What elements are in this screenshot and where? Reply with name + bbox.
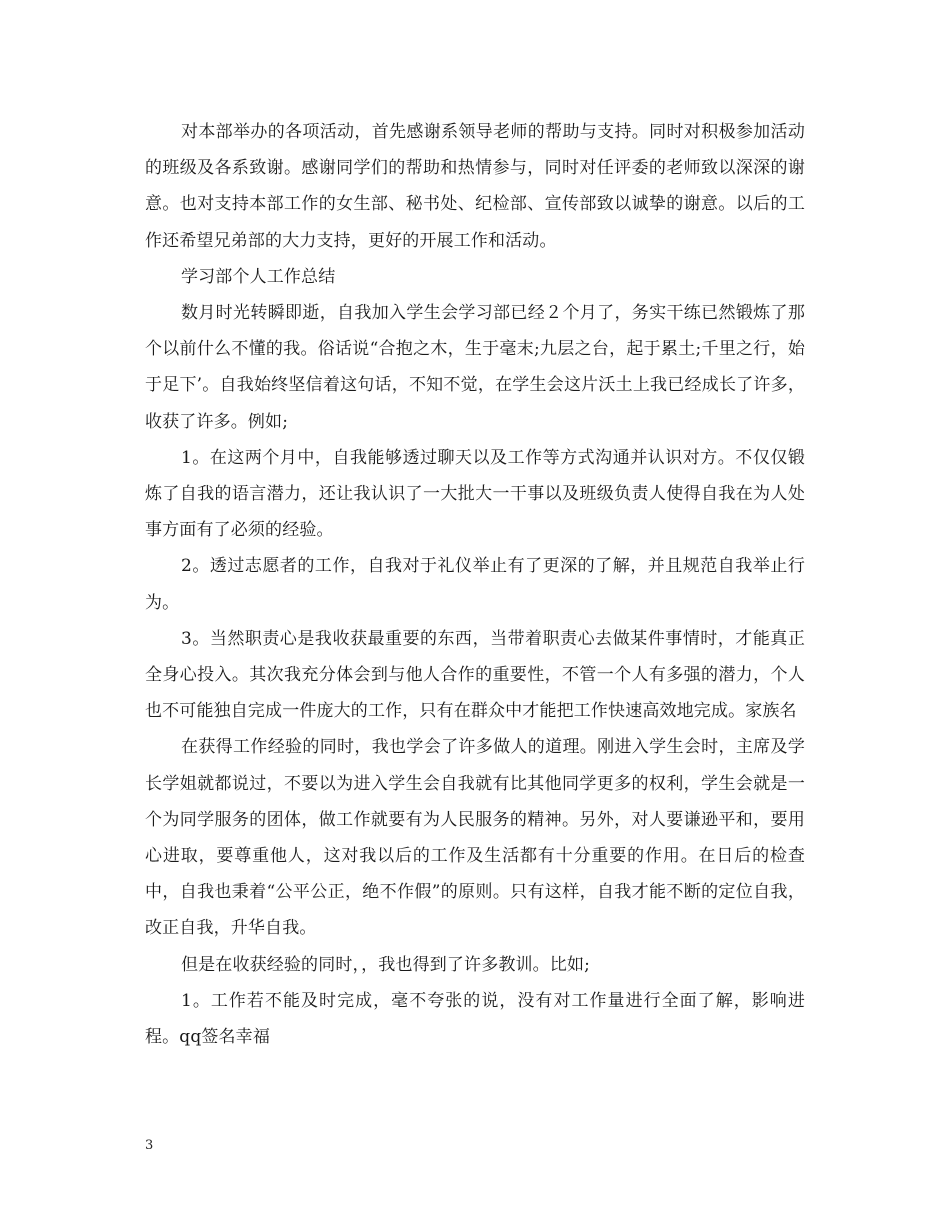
paragraph-intro: 数月时光转瞬即逝，自我加入学生会学习部已经２个月了，务实干练已然锻炼了那个以前什么不懂的我。俗话说“合抱之木，生于毫末;九层之台，起于累土;千里之行，始于足下’。自我始终坚信着这句话，不知不觉，在学生会这片沃土上我已经成长了许多，收获了许多。例如; — [145, 303, 805, 432]
paragraph-item-3: 3。当然职责心是我收获最重要的东西，当带着职责心去做某件事情时，才能真正全身心投入。其次我充分体会到与他人合作的重要性，不管一个人有多强的潜力，个人也不可能独自完成一件庞大的工作，只有在群众中才能把工作快速高效地完成。家族名 — [145, 628, 805, 722]
paragraph-lessons: 但是在收获经验的同时，，我也得到了许多教训。比如; — [181, 954, 590, 975]
paragraph-experience: 在获得工作经验的同时，我也学会了许多做人的道理。刚进入学生会时，主席及学长学姐就都说过，不要以为进入学生会自我就有比其他同学更多的权利，学生会就是一个为同学服务的团体，做工作就要有为人民服务的精神。另外，对人要谦逊平和，要用心进取，要尊重他人，这对我以后的工作及生活都有十分重要的作用。在日后的检查中，自我也秉着“公平公正，绝不作假”的原则。只有这样，自我才能不断的定位自我，改正自我，升华自我。 — [145, 737, 805, 939]
document-body — [145, 114, 805, 1055]
paragraph-item-1: 1。在这两个月中，自我能够透过聊天以及工作等方式沟通并认识对方。不仅仅锻炼了自我的语言潜力，还让我认识了一大批大一干事以及班级负责人使得自我在为人处事方面有了必须的经验。 — [145, 447, 805, 541]
paragraph-item-2: 2。透过志愿者的工作，自我对于礼仪举止有了更深的了解，并且规范自我举止行为。 — [145, 556, 805, 613]
section-heading: 学习部个人工作总结 — [181, 266, 336, 287]
paragraph-thanks: 对本部举办的各项活动，首先感谢系领导老师的帮助与支持。同时对积极参加活动的班级及各系致谢。感谢同学们的帮助和热情参与，同时对任评委的老师致以深深的谢意。也对支持本部工作的女生部、秘书处、纪检部、宣传部致以诚挚的谢意。以后的工作还希望兄弟部的大力支持，更好的开展工作和活动。 — [145, 122, 805, 251]
page-number: 3 — [145, 1138, 154, 1153]
paragraph-lesson-1: 1。工作若不能及时完成，毫不夸张的说，没有对工作量进行全面了解，影响进程。qq签名幸福 — [145, 990, 805, 1048]
